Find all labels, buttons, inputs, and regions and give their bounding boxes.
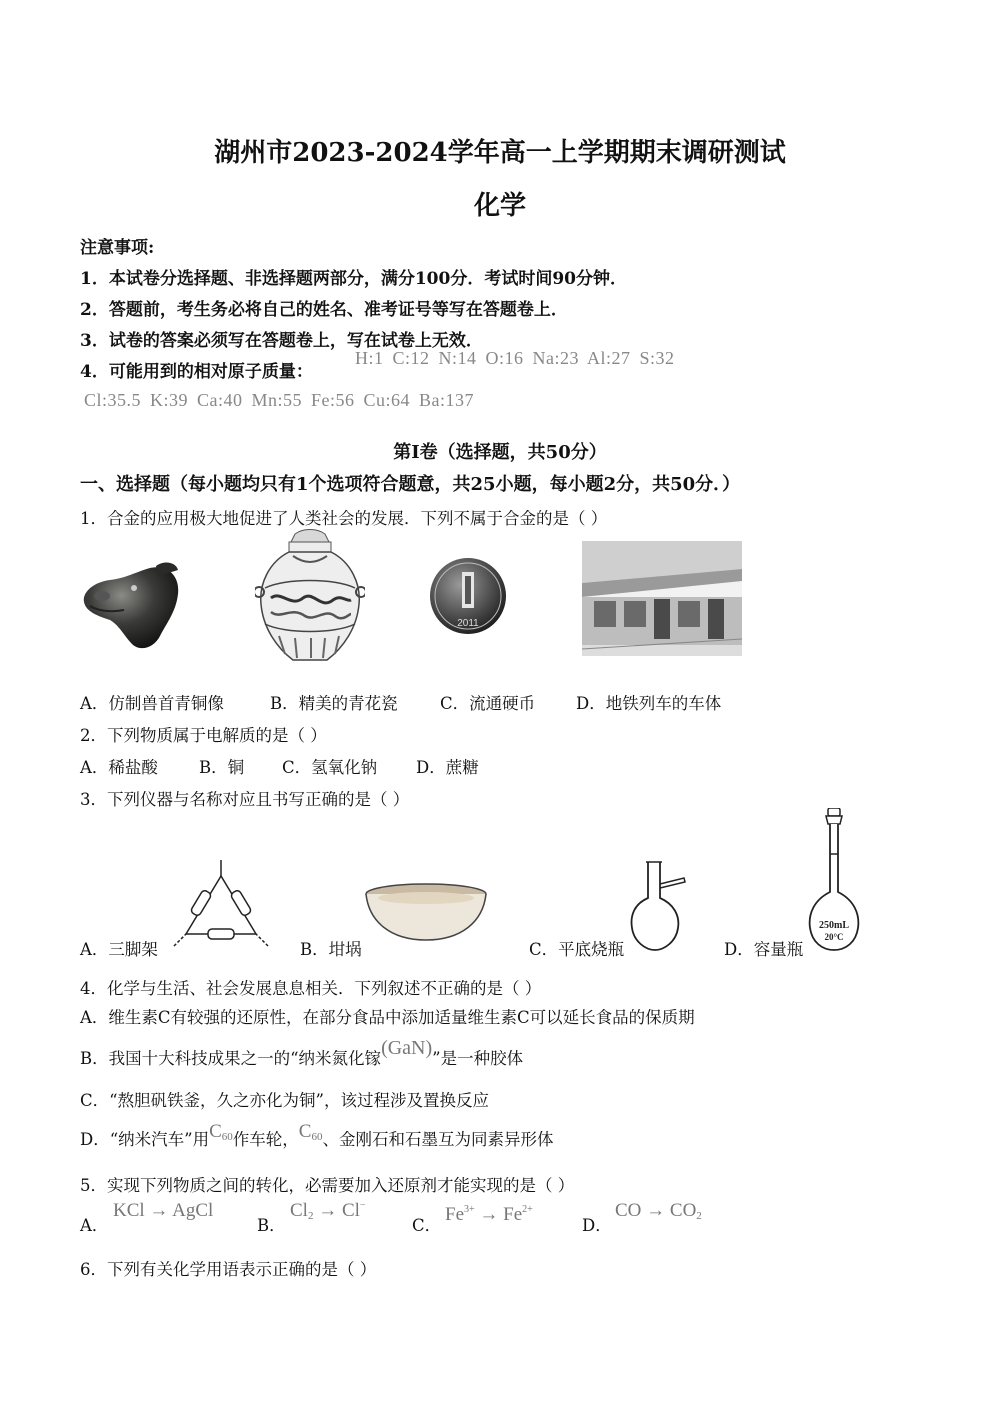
q4-d-mid: 作车轮， [232,1130,299,1149]
q4-b-post: ”是一种胶体 [432,1049,524,1068]
q1-option-c: C．流通硬币 [440,694,536,713]
q3-stem: 3．下列仪器与名称对应且书写正确的是（ ） [80,790,410,809]
q2-stem: 2．下列物质属于电解质的是（ ） [80,726,327,745]
q4-d-c60-first: $C_{60}$ [209,1121,233,1143]
dish-image [363,882,489,944]
coin-year: 2011 [457,618,479,629]
note-item-4: 4．可能用到的相对原子质量： [80,362,313,382]
q4-option-d [80,1121,554,1151]
q4-b-pre: B．我国十大科技成果之一的“纳米氮化镓 [80,1049,382,1068]
q4-option-a: A．维生素C有较强的还原性，在部分食品中添加适量维生素C可以延长食品的保质期 [80,1008,695,1027]
q4-option-c: C．“熬胆矾铁釜，久之亦化为铜”，该过程涉及置换反应 [80,1091,489,1110]
flask-image [628,860,690,952]
q3-option-c: C．平底烧瓶 [529,940,625,959]
bronze-head-image [80,560,185,655]
q6-stem: 6．下列有关化学用语表示正确的是（ ） [80,1260,377,1279]
q5-stem: 5．实现下列物质之间的转化，必需要加入还原剂才能实现的是（ ） [80,1176,575,1195]
q3-option-a: A．三脚架 [80,940,158,959]
subject-title: 化学 [473,191,526,221]
q5-option-d-formula: CO → $CO_2$ [615,1200,702,1222]
note-item-1: 1．本试卷分选择题、非选择题两部分，满分100分．考试时间90分钟． [80,269,627,289]
q2-option-c: C．氢氧化钠 [282,758,378,777]
q3-option-b: B．坩埚 [300,940,362,959]
section-one-heading: 一、选择题（每小题均只有1个选项符合题意，共25小题，每小题2分，共50分．） [80,474,741,495]
q4-stem: 4．化学与生活、社会发展息息相关．下列叙述不正确的是（ ） [80,979,542,998]
q3-option-d: D．容量瓶 [724,940,804,959]
q4-option-b [80,1037,524,1070]
q5-option-c-formula: $Fe^{3+} \to Fe^{2+}$ [445,1204,533,1225]
note-item-3: 3．试卷的答案必须写在答题卷上，写在试卷上无效． [80,331,483,351]
porcelain-jar-image [255,528,365,668]
flask-label-temp: 20°C [824,932,844,942]
flask-label-volume: 250mL [819,920,849,931]
q2-option-b: B．铜 [199,758,245,777]
q1-stem: 1．合金的应用极大地促进了人类社会的发展．下列不属于合金的是（ ） [80,509,608,528]
subway-train-image [582,541,742,656]
coin-image [428,556,508,636]
q4-b-formula: (GaN) [381,1037,433,1059]
q2-option-d: D．蔗糖 [416,758,479,777]
q5-option-b-formula: $Cl_2 \to Cl^-$ [290,1200,366,1222]
q1-option-a: A．仿制兽首青铜像 [80,694,224,713]
q4-d-pre: D．“纳米汽车”用 [80,1130,210,1149]
notes-heading: 注意事项: [80,238,155,258]
q5-option-d-label: D． [582,1216,612,1235]
q5-option-b-label: B． [257,1216,286,1235]
note-item-2: 2．答题前，考生务必将自己的姓名、准考证号等写在答题卷上． [80,300,568,320]
pipe-triangle-image [172,858,272,950]
q5-option-c-label: C． [412,1216,442,1235]
q5-option-a-label: A． [80,1216,109,1235]
q1-option-b: B．精美的青花瓷 [270,694,398,713]
q5-option-a-formula: KCl → AgCl [113,1200,214,1221]
atomic-masses-line-1: H:1 C:12 N:14 O:16 Na:23 Al:27 S:32 [355,348,675,368]
exam-title: 湖州市2023-2024学年高一上学期期末调研测试 [214,138,786,168]
atomic-masses-line-2: Cl:35.5 K:39 Ca:40 Mn:55 Fe:56 Cu:64 Ba:137 [84,390,475,410]
q4-d-c60-second: $C_{60}$ [298,1121,323,1143]
q4-d-post: 、金刚石和石墨互为同素异形体 [322,1130,554,1149]
q2-option-a: A．稀盐酸 [80,758,158,777]
volumetric-flask-image [806,808,864,952]
q1-option-d: D．地铁列车的车体 [576,694,722,713]
part-one-title: 第Ⅰ卷（选择题，共50分） [393,442,607,463]
